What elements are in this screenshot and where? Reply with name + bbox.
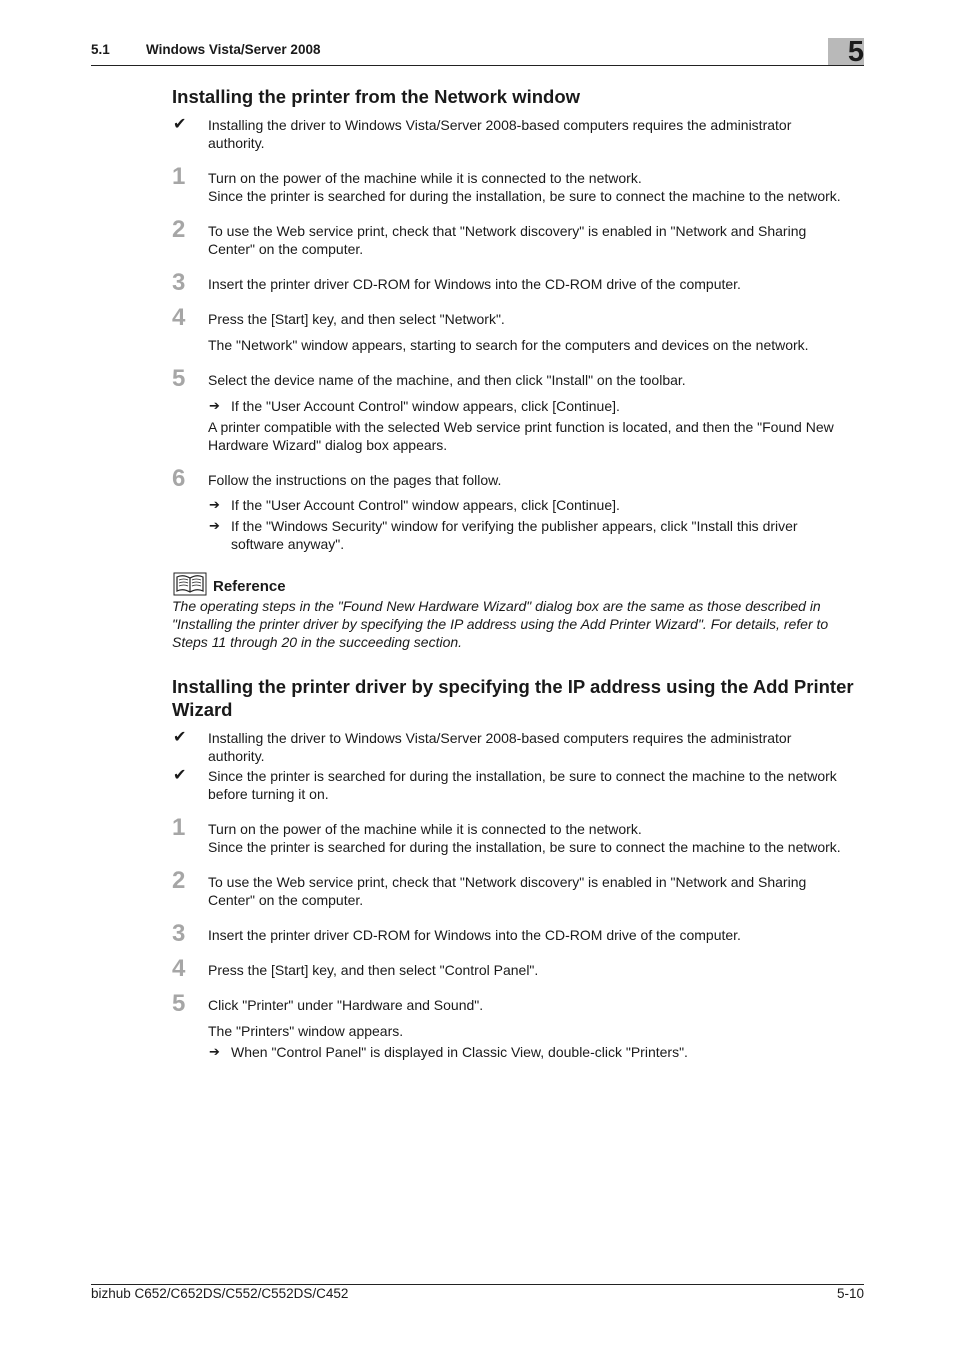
checkmark-icon: ✔	[173, 729, 187, 746]
checkmark-icon: ✔	[173, 767, 187, 784]
step-number: 2	[172, 216, 186, 243]
page-number: 5-10	[836, 1286, 864, 1301]
footer-model: bizhub C652/C652DS/C552/C552DS/C452	[91, 1286, 349, 1301]
step-number: 4	[172, 304, 186, 331]
step-text: To use the Web service print, check that "Network discovery" is enabled in "Network and Sharing Center" on the computer.	[208, 223, 807, 257]
section-title: Windows Vista/Server 2008	[146, 42, 321, 57]
step-text: Press the [Start] key, and then select "Network".	[208, 311, 505, 327]
reference-text: The operating steps in the "Found New Hardware Wizard" dialog box are the same as those described in "Installing the printer driver by specifying the IP address using the Add Printer Wizard". For details, refer to Steps 11 through 20 in the succeeding section.	[172, 598, 829, 650]
step-text: Click "Printer" under "Hardware and Sound".	[208, 997, 484, 1013]
step-text: Follow the instructions on the pages that follow.	[208, 472, 502, 488]
step-number: 1	[172, 814, 186, 841]
chapter-number: 5	[847, 36, 864, 68]
precondition-text: Installing the driver to Windows Vista/Server 2008-based computers requires the administrator authority.	[208, 117, 792, 151]
reference-title: Reference	[213, 578, 286, 595]
step-number: 4	[172, 955, 186, 982]
step-text: Turn on the power of the machine while it is connected to the network.	[208, 821, 642, 837]
heading-network-window: Installing the printer from the Network window	[172, 86, 581, 107]
arrow-right-icon: ➔	[209, 1044, 220, 1059]
precondition-text: Installing the driver to Windows Vista/Server 2008-based computers requires the administrator authority.	[208, 730, 792, 764]
step-note: If the "User Account Control" window appears, click [Continue].	[231, 497, 620, 513]
checkmark-icon: ✔	[173, 116, 187, 133]
step-text: Since the printer is searched for during the installation, be sure to connect the machine to the network.	[208, 188, 841, 204]
step-text: Insert the printer driver CD-ROM for Windows into the CD-ROM drive of the computer.	[208, 927, 741, 943]
step-number: 3	[172, 920, 186, 947]
step-note: If the "User Account Control" window appears, click [Continue].	[231, 398, 620, 414]
step-number: 6	[172, 465, 186, 492]
step-number: 2	[172, 867, 186, 894]
section-number: 5.1	[91, 42, 110, 57]
step-text: Turn on the power of the machine while it is connected to the network.	[208, 170, 642, 186]
heading-add-printer-wizard: Installing the printer driver by specifying the IP address using the Add Printer Wizard	[172, 676, 854, 720]
step-number: 5	[172, 365, 186, 392]
footer-rule	[91, 1284, 864, 1285]
step-note: When "Control Panel" is displayed in Classic View, double-click "Printers".	[231, 1044, 688, 1060]
precondition-text: Since the printer is searched for during the installation, be sure to connect the machine to the network before turning it on.	[208, 768, 837, 802]
step-text: Select the device name of the machine, and then click "Install" on the toolbar.	[208, 372, 686, 388]
step-text: Press the [Start] key, and then select "Control Panel".	[208, 962, 539, 978]
step-number: 5	[172, 990, 186, 1017]
step-number: 1	[172, 163, 186, 190]
step-text: Insert the printer driver CD-ROM for Windows into the CD-ROM drive of the computer.	[208, 276, 741, 292]
header-rule	[91, 65, 864, 66]
step-text: Since the printer is searched for during the installation, be sure to connect the machine to the network.	[208, 839, 841, 855]
arrow-right-icon: ➔	[209, 497, 220, 512]
step-number: 3	[172, 269, 186, 296]
step-result: A printer compatible with the selected Web service print function is located, and then the "Found New Hardware Wizard" dialog box appears.	[208, 419, 834, 453]
arrow-right-icon: ➔	[209, 398, 220, 413]
step-result: The "Network" window appears, starting to search for the computers and devices on the network.	[208, 337, 809, 353]
step-result: The "Printers" window appears.	[208, 1023, 404, 1039]
arrow-right-icon: ➔	[209, 518, 220, 533]
step-note: If the "Windows Security" window for verifying the publisher appears, click "Install this driver software anyway".	[231, 518, 798, 552]
step-text: To use the Web service print, check that "Network discovery" is enabled in "Network and Sharing Center" on the computer.	[208, 874, 807, 908]
